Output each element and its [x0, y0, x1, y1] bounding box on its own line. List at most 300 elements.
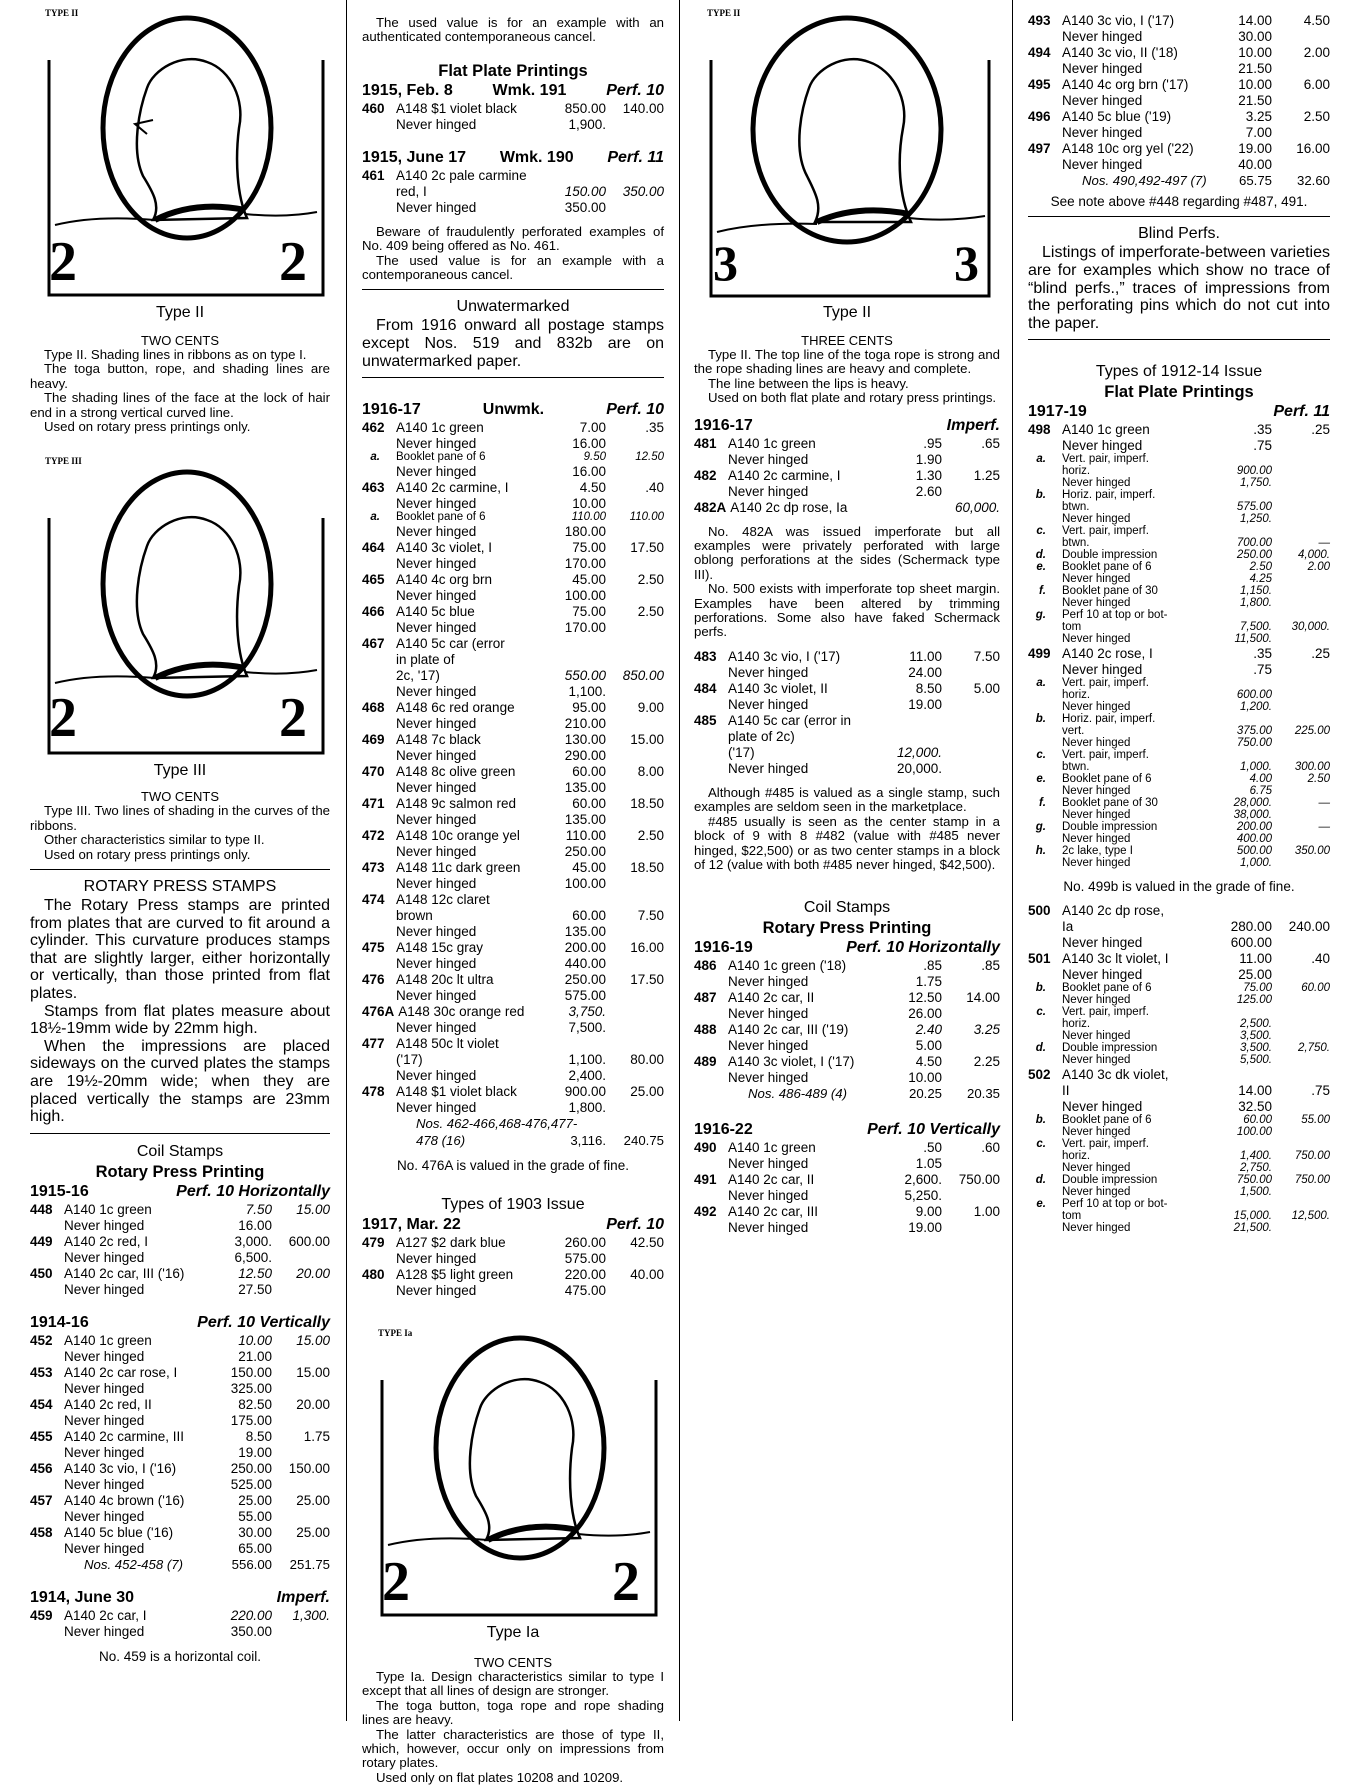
- used-value: 25.00: [296, 1492, 330, 1508]
- stamp-row: [30, 1219, 330, 1233]
- used-value: [942, 1221, 1000, 1235]
- unused-value: 30.00: [1238, 29, 1272, 44]
- stamp-row: [30, 1462, 330, 1476]
- catalog-number: f.: [1038, 585, 1046, 598]
- used-value: [1272, 501, 1330, 513]
- catalog-number: [30, 1350, 60, 1364]
- catalog-number: 465: [362, 572, 385, 588]
- used-value: [942, 1157, 1000, 1171]
- stamp-row: [30, 1251, 330, 1265]
- used-value: [606, 201, 664, 215]
- description: A140 2c car, III ('16): [64, 1265, 185, 1281]
- unused-value: 2.60: [915, 483, 942, 499]
- unused-value: 12.50: [238, 1265, 272, 1281]
- description: A140 4c org brn ('17): [1062, 77, 1189, 92]
- catalog-number: [362, 621, 392, 635]
- catalog-number: e.: [1036, 561, 1046, 574]
- used-value: [606, 637, 664, 651]
- used-value: 60,000.: [954, 499, 1000, 515]
- catalog-number: [362, 781, 392, 795]
- unused-value: [1212, 1198, 1272, 1210]
- variety-row: [1028, 713, 1330, 725]
- description: Never hinged: [396, 496, 477, 512]
- variety-row: [1028, 633, 1330, 645]
- unused-value: 600.00: [1230, 935, 1272, 951]
- used-value: —: [1318, 797, 1330, 810]
- used-value: [606, 989, 664, 1003]
- catalog-number: 482A: [694, 499, 727, 515]
- catalog-number: 467: [362, 636, 385, 652]
- catalog-number: [362, 925, 392, 939]
- catalog-number: [362, 909, 392, 923]
- unused-value: .50: [923, 1139, 942, 1155]
- variety-row: [1028, 1222, 1330, 1234]
- unused-value: 900.00: [1236, 465, 1272, 478]
- value-numeral-right: 2: [279, 231, 307, 293]
- unused-value: 475.00: [564, 1283, 606, 1299]
- divider: [30, 1133, 330, 1134]
- used-value: 850.00: [622, 668, 664, 684]
- variety-row: [1028, 1030, 1330, 1042]
- unused-value: 25.00: [238, 1492, 272, 1508]
- catalog-number: [1028, 857, 1058, 869]
- issue-perf: Perf. 10: [606, 81, 664, 99]
- used-value: [606, 717, 664, 731]
- issue-perf: Perf. 10 Vertically: [867, 1120, 1000, 1138]
- value-numeral-left: 2: [49, 231, 77, 293]
- used-value: .40: [1311, 951, 1330, 967]
- used-value: 750.00: [1294, 1150, 1330, 1163]
- catalog-number: b.: [1035, 982, 1046, 995]
- catalog-number: [362, 1069, 392, 1083]
- description: Booklet pane of 6: [1062, 561, 1152, 574]
- used-value: 2.50: [637, 828, 664, 844]
- unused-value: 65.00: [238, 1540, 272, 1556]
- catalog-number: [694, 666, 724, 680]
- unused-value: 21,500.: [1233, 1222, 1272, 1235]
- variety-row: [1028, 1186, 1330, 1198]
- unused-value: [882, 714, 942, 728]
- vignette-caption: Type II: [822, 304, 872, 321]
- used-value: [272, 1350, 330, 1364]
- catalog-number: [1028, 1186, 1058, 1198]
- unused-value: 1,150.: [1240, 585, 1272, 598]
- description: Nos. 462-466,468-476,477-: [416, 1116, 578, 1132]
- issue-header: [30, 1182, 330, 1201]
- catalog-number: 501: [1028, 951, 1051, 967]
- description: A148 30c orange red: [398, 1004, 525, 1020]
- unused-value: 350.00: [564, 199, 606, 215]
- issue-watermark: Wmk. 191: [492, 81, 567, 99]
- catalog-number: [1028, 1162, 1058, 1174]
- stamp-row: [362, 118, 664, 132]
- description: Booklet pane of 6: [396, 451, 486, 464]
- catalog-number: 490: [694, 1139, 717, 1155]
- blind-perfs-title: Blind Perfs.: [1138, 225, 1220, 243]
- catalog-number: [1028, 501, 1058, 513]
- stamp-row: [362, 573, 664, 587]
- variety-row: [1028, 609, 1330, 621]
- used-value: [1272, 968, 1330, 982]
- unused-value: 10.00: [238, 1332, 272, 1348]
- unused-value: 21.50: [1238, 61, 1272, 76]
- stamp-row: [30, 1478, 330, 1492]
- catalog-number: 476: [362, 972, 385, 988]
- used-value: [1272, 785, 1330, 797]
- description: Never hinged: [728, 1219, 809, 1235]
- description: tom: [1062, 621, 1082, 634]
- stamp-row: [362, 1021, 664, 1035]
- description: Booklet pane of 6: [396, 511, 486, 524]
- description: A140 2c pale carmine: [396, 167, 527, 183]
- description: Never hinged: [396, 716, 477, 732]
- description: in plate of: [396, 652, 455, 668]
- stamp-row: [362, 1085, 664, 1099]
- unused-value: 220.00: [564, 1267, 606, 1283]
- catalog-number: [694, 1039, 724, 1053]
- catalog-number: [30, 1625, 60, 1639]
- column-1: [30, 0, 330, 1721]
- stamp-row: [30, 1283, 330, 1297]
- paragraph: Type II. The top line of the toga rope is strong and the rope shading lines are heavy and complete.: [694, 347, 1000, 377]
- description: A140 4c brown ('16): [64, 1492, 185, 1508]
- unused-value: 900.00: [564, 1084, 606, 1100]
- catalog-number: [1028, 1126, 1058, 1138]
- section-heading: THREE CENTS: [801, 333, 893, 348]
- value-numeral-right: 3: [954, 235, 979, 291]
- used-value: [606, 1252, 664, 1266]
- description: Never hinged: [728, 1155, 809, 1171]
- catalog-number: [1028, 465, 1058, 477]
- unused-value: [577, 1117, 621, 1131]
- catalog-number: 489: [694, 1054, 717, 1070]
- variety-row: [1028, 1114, 1330, 1126]
- unused-value: [1212, 749, 1272, 761]
- unused-value: 440.00: [564, 956, 606, 972]
- description: Double impression: [1062, 549, 1158, 562]
- unused-value: 2.40: [915, 1022, 942, 1038]
- used-value: [272, 1414, 330, 1428]
- description: horiz.: [1062, 1018, 1091, 1031]
- stamp-list: [30, 1609, 330, 1639]
- used-value: [1272, 573, 1330, 585]
- catalog-number: [362, 557, 392, 571]
- used-value: [1272, 994, 1330, 1006]
- unused-value: [1212, 1138, 1272, 1150]
- unused-value: 3,500.: [1240, 1030, 1272, 1043]
- description: A148 10c orange yel: [396, 828, 520, 844]
- catalog-number: 500: [1028, 903, 1051, 919]
- stamp-list: [694, 1141, 1000, 1235]
- catalog-number: [1028, 737, 1058, 749]
- used-value: [1272, 30, 1330, 44]
- used-value: [942, 975, 1000, 989]
- description: Never hinged: [728, 1070, 809, 1086]
- unused-value: 556.00: [231, 1556, 272, 1572]
- notes: [362, 225, 664, 283]
- unused-value: 60.00: [572, 764, 606, 780]
- unused-value: 7,500.: [568, 1020, 606, 1036]
- variety-row: [1028, 749, 1330, 761]
- catalog-number: [694, 1189, 724, 1203]
- divider: [362, 377, 664, 378]
- catalog-number: [694, 1221, 724, 1235]
- description: Vert. pair, imperf.: [1062, 453, 1149, 466]
- used-value: 2.50: [637, 572, 664, 588]
- used-value: [942, 698, 1000, 712]
- used-value: 110.00: [629, 511, 664, 524]
- used-value: [1272, 597, 1330, 609]
- vignette-caption: Type III: [153, 762, 207, 780]
- catalog-number: [362, 1101, 392, 1115]
- unused-value: 1,100.: [568, 1052, 606, 1068]
- description: A140 1c green: [728, 435, 816, 451]
- catalog-number: [694, 1007, 724, 1021]
- unused-value: [882, 501, 942, 515]
- description: A140 2c rose, I: [1062, 646, 1153, 662]
- unused-value: 19.00: [238, 1444, 272, 1460]
- description: Never hinged: [396, 1020, 477, 1036]
- unused-value: .35: [1253, 646, 1272, 662]
- catalog-number: [1028, 94, 1058, 108]
- paragraph: Used on both flat plate and rotary press printings.: [708, 390, 997, 406]
- stamp-row: [1028, 663, 1330, 677]
- catalog-number: [1028, 62, 1058, 76]
- description: Never hinged: [396, 556, 477, 572]
- stamp-row: [1028, 126, 1330, 140]
- catalog-number: 456: [30, 1460, 53, 1476]
- issue-watermark: Wmk. 190: [499, 148, 574, 166]
- unused-value: 60.00: [1243, 1114, 1272, 1127]
- stamp-vignette-type-iii: [35, 448, 325, 758]
- vignette-label: TYPE Ia: [378, 1328, 413, 1339]
- issue-header: [362, 81, 664, 100]
- catalog-number: 487: [694, 990, 717, 1006]
- used-value: 5.00: [973, 680, 1000, 696]
- description: Never hinged: [396, 876, 477, 892]
- unused-value: 3,500.: [1240, 1042, 1272, 1055]
- catalog-number: [1028, 1222, 1058, 1234]
- description: btwn.: [1062, 537, 1090, 550]
- used-value: [1272, 489, 1330, 501]
- catalog-number: [1028, 633, 1058, 645]
- unused-value: 9.00: [915, 1203, 942, 1219]
- catalog-number: [1028, 1100, 1058, 1114]
- unused-value: 16.00: [238, 1217, 272, 1233]
- unused-value: 7.00: [1245, 125, 1272, 140]
- used-value: [1272, 513, 1330, 525]
- description: Never hinged: [728, 760, 809, 776]
- used-value: .25: [1311, 422, 1330, 438]
- used-value: [606, 845, 664, 859]
- used-value: [606, 1284, 664, 1298]
- used-value: —: [1318, 821, 1330, 834]
- unused-value: 250.00: [1236, 549, 1272, 562]
- catalog-number: [362, 749, 392, 763]
- used-value: 20.00: [296, 1396, 330, 1412]
- used-value: [1272, 713, 1330, 725]
- unused-value: 700.00: [1236, 537, 1272, 550]
- catalog-number: [362, 989, 392, 1003]
- variety-row: [1028, 797, 1330, 809]
- used-value: [272, 1446, 330, 1460]
- catalog-number: [1028, 158, 1058, 172]
- unused-value: 16.00: [572, 464, 606, 480]
- unused-value: 26.00: [908, 1006, 942, 1022]
- description: Never hinged: [396, 924, 477, 940]
- catalog-number: [30, 1558, 60, 1572]
- stamp-row: [362, 421, 664, 435]
- stamp-row: [1028, 158, 1330, 172]
- variety-row: [1028, 489, 1330, 501]
- unused-value: 3.25: [1245, 109, 1272, 124]
- unused-value: .85: [923, 958, 942, 974]
- catalog-number: [362, 1284, 392, 1298]
- stamp-row: [362, 909, 664, 923]
- description: A148 $1 violet black: [396, 100, 517, 116]
- description: Never hinged: [396, 684, 477, 700]
- description: Never hinged: [1062, 1222, 1131, 1235]
- catalog-number: [1028, 439, 1058, 453]
- catalog-number: [30, 1283, 60, 1297]
- unused-value: 1.05: [915, 1155, 942, 1171]
- unused-value: 125.00: [1236, 994, 1272, 1007]
- used-value: [606, 1069, 664, 1083]
- used-value: 15.00: [296, 1201, 330, 1217]
- description: Booklet pane of 6: [1062, 982, 1152, 995]
- catalog-number: b.: [1035, 1114, 1046, 1127]
- used-value: [606, 893, 664, 907]
- used-value: [1272, 1198, 1330, 1210]
- rotary-press-title: ROTARY PRESS STAMPS: [83, 878, 277, 896]
- divider: [1028, 339, 1330, 340]
- unused-value: 55.00: [238, 1508, 272, 1524]
- unused-value: 1,400.: [1240, 1150, 1272, 1163]
- catalog-number: 471: [362, 796, 385, 812]
- description: Never hinged: [1062, 809, 1131, 822]
- catalog-number: 481: [694, 435, 717, 451]
- description: Never hinged: [396, 748, 477, 764]
- unused-value: [1212, 525, 1272, 537]
- used-value: [606, 653, 664, 667]
- description: A148 50c lt violet: [396, 1036, 499, 1052]
- used-value: [606, 497, 664, 511]
- issue-year: 1915, June 17: [362, 148, 467, 166]
- stamp-row: [362, 1053, 664, 1067]
- variety-row: [1028, 785, 1330, 797]
- paragraph: Used on rotary press printings only.: [44, 419, 251, 435]
- description: Never hinged: [1062, 1054, 1131, 1067]
- catalog-number: 488: [694, 1022, 717, 1038]
- stamp-row: [694, 1189, 1000, 1203]
- description: Never hinged: [396, 1283, 477, 1299]
- stamp-row: [1028, 46, 1330, 60]
- unused-value: 1,750.: [1240, 477, 1272, 490]
- catalog-number: 494: [1028, 45, 1051, 60]
- variety-row: [1028, 477, 1330, 489]
- stamp-row: [30, 1382, 330, 1396]
- footnote: No. 499b is valued in the grade of fine.: [1063, 879, 1295, 895]
- stamp-row: [694, 1023, 1000, 1037]
- catalog-number: [362, 717, 392, 731]
- catalog-number: [30, 1478, 60, 1492]
- stamp-row: [1028, 423, 1330, 437]
- used-value: 7.50: [637, 908, 664, 924]
- description: A140 2c car, II: [728, 990, 815, 1006]
- used-value: 300.00: [1294, 761, 1330, 774]
- stamp-row: [362, 1069, 664, 1083]
- description: Horiz. pair, imperf.: [1062, 713, 1156, 726]
- used-value: 60.00: [1301, 982, 1330, 995]
- stamp-row: [362, 877, 664, 891]
- unused-value: [1212, 713, 1272, 725]
- unused-value: [1212, 1006, 1272, 1018]
- unused-value: 6,500.: [234, 1249, 272, 1265]
- description: Never hinged: [64, 1348, 145, 1364]
- used-value: [272, 1219, 330, 1233]
- catalog-number: 452: [30, 1332, 53, 1348]
- unused-value: 15,000.: [1233, 1210, 1272, 1223]
- catalog-number: 459: [30, 1608, 53, 1624]
- used-value: 18.50: [630, 796, 664, 812]
- catalog-number: [362, 669, 392, 683]
- description: vert.: [1062, 725, 1085, 738]
- catalog-number: [1028, 573, 1058, 585]
- catalog-number: [1028, 174, 1058, 188]
- catalog-number: [1028, 936, 1058, 950]
- stamp-row: [362, 989, 664, 1003]
- unused-value: 135.00: [564, 780, 606, 796]
- stamp-vignette-type-ia: [368, 1320, 658, 1620]
- catalog-number: 455: [30, 1428, 53, 1444]
- variety-row: [1028, 513, 1330, 525]
- used-value: [1272, 633, 1330, 645]
- unused-value: 14.00: [1238, 13, 1272, 28]
- description: A140 5c blue ('16): [64, 1524, 174, 1540]
- stamp-row: [362, 437, 664, 451]
- stamp-row: [694, 730, 1000, 744]
- used-value: 4,000.: [1298, 549, 1330, 562]
- stamp-list: [362, 102, 664, 132]
- catalog-number: [362, 1021, 392, 1035]
- used-value: 2.50: [637, 604, 664, 620]
- catalog-number: d.: [1035, 1042, 1046, 1055]
- issue-year: 1915-16: [30, 1182, 89, 1200]
- description: horiz.: [1062, 1150, 1091, 1163]
- catalog-number: [362, 1134, 392, 1148]
- stamp-list: [362, 1236, 664, 1298]
- used-value: [1272, 62, 1330, 76]
- catalog-number: [1028, 833, 1058, 845]
- stamp-list: [30, 1203, 330, 1297]
- used-value: [272, 1478, 330, 1492]
- description: Double impression: [1062, 1042, 1158, 1055]
- description: Never hinged: [64, 1412, 145, 1428]
- stamp-row: [362, 589, 664, 603]
- used-value: [606, 957, 664, 971]
- paragraph: The latter characteristics are those of type II, which, however, occur only on impressions from rotary plates.: [362, 1726, 664, 1771]
- stamp-row: [362, 1284, 664, 1298]
- vignette-label: TYPE II: [45, 8, 79, 18]
- stamp-row: [1028, 14, 1330, 28]
- stamp-row: [1028, 78, 1330, 92]
- description: A140 1c green: [1062, 422, 1150, 438]
- catalog-number: [1028, 126, 1058, 140]
- footnote: No. 459 is a horizontal coil.: [98, 1649, 262, 1665]
- description: Never hinged: [1062, 513, 1131, 526]
- used-value: [942, 666, 1000, 680]
- catalog-number: 486: [694, 958, 717, 974]
